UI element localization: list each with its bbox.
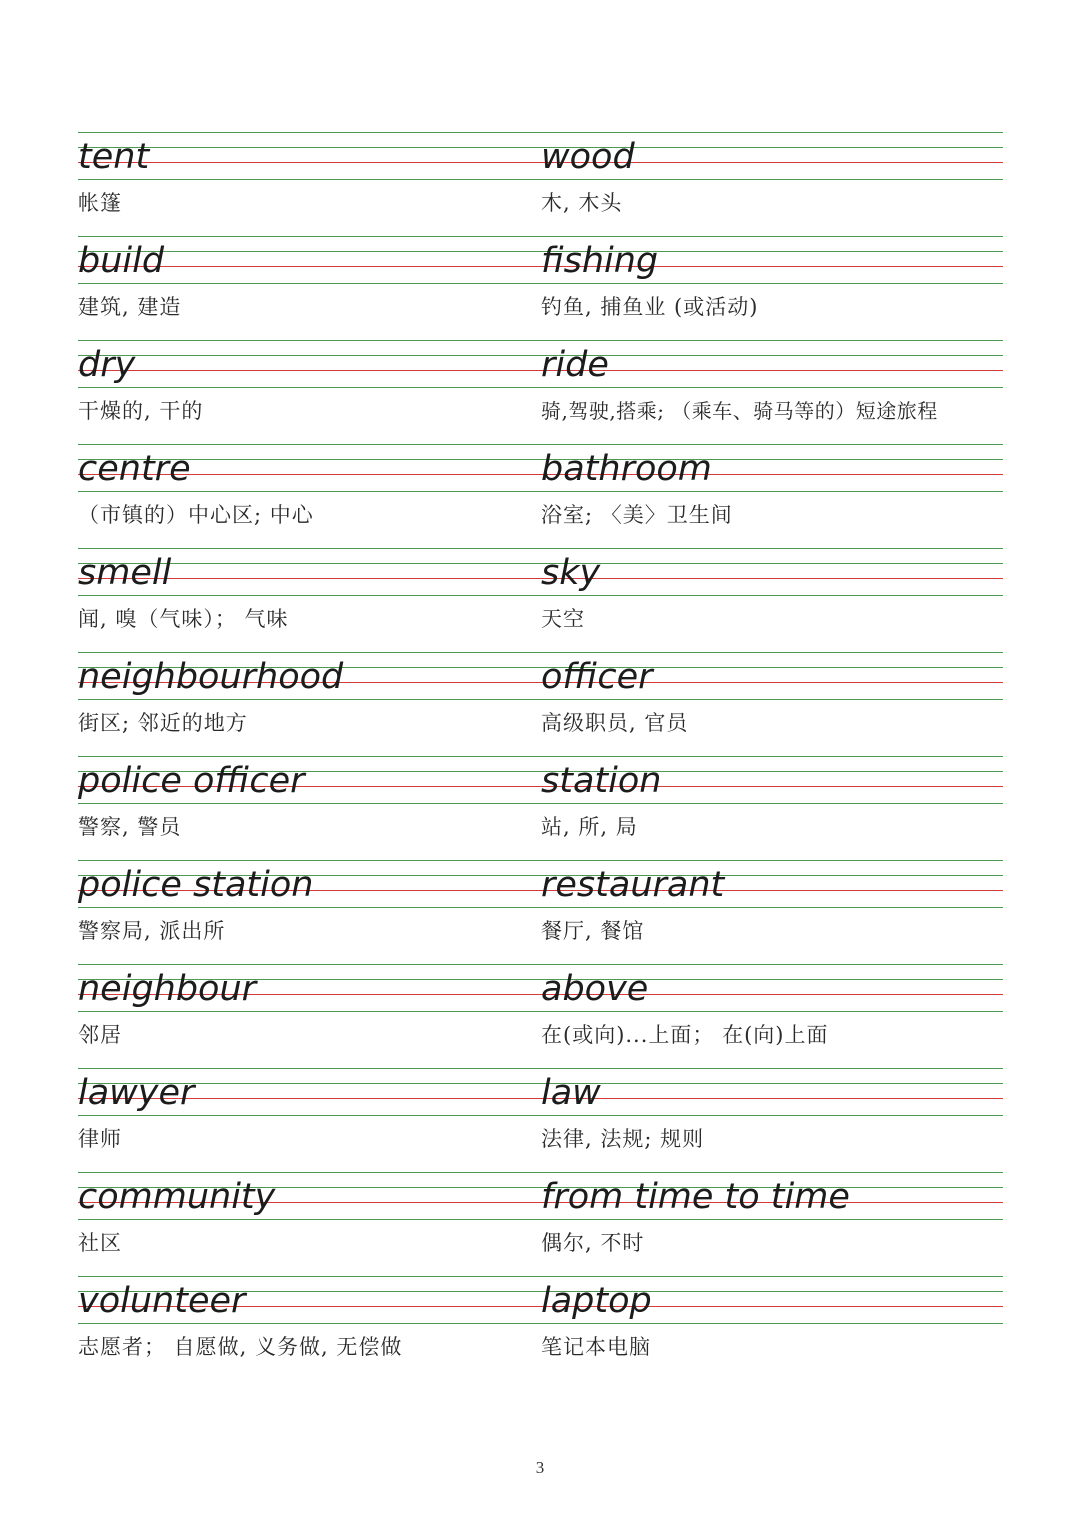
chinese-meaning: 偶尔, 不时 (541, 1231, 645, 1255)
vocab-entry (541, 1064, 1003, 1168)
english-word: ride (541, 345, 609, 385)
english-word: fishing (541, 241, 659, 281)
english-word: build (78, 241, 165, 281)
vocab-entry (78, 128, 541, 232)
vocab-entry (541, 856, 1003, 960)
bottom-margin (0, 1376, 1080, 1528)
page-number: 3 (535, 1458, 545, 1477)
chinese-meaning: 高级职员, 官员 (541, 711, 689, 735)
english-word: bathroom (541, 449, 712, 489)
chinese-meaning: 警察, 警员 (78, 815, 182, 839)
english-word: police station (78, 865, 314, 905)
vocab-entry (541, 960, 1003, 1064)
chinese-meaning: 笔记本电脑 (541, 1335, 651, 1359)
vocab-entry (78, 648, 541, 752)
top-margin (0, 0, 1080, 128)
chinese-meaning: 浴室; 〈美〉卫生间 (541, 503, 733, 527)
english-word: sky (541, 553, 601, 593)
english-word: police officer (78, 761, 305, 801)
vocab-entry (78, 544, 541, 648)
vocab-entry (541, 128, 1003, 232)
vocab-entry (78, 752, 541, 856)
english-word: neighbour (78, 969, 257, 1009)
vocab-entry (78, 232, 541, 336)
english-word: restaurant (541, 865, 725, 905)
vocab-entry (541, 648, 1003, 752)
vocab-entry (541, 752, 1003, 856)
english-word: centre (78, 449, 191, 489)
chinese-meaning: 法律, 法规; 规则 (541, 1127, 705, 1151)
english-word: station (541, 761, 662, 801)
vocab-entry (541, 1168, 1003, 1272)
english-word: above (541, 969, 649, 1009)
chinese-meaning: 律师 (78, 1127, 122, 1151)
english-word: community (78, 1177, 276, 1217)
english-word: smell (78, 553, 172, 593)
chinese-meaning: 社区 (78, 1231, 122, 1255)
chinese-meaning: 志愿者； 自愿做, 义务做, 无偿做 (78, 1335, 403, 1359)
vocab-entry (78, 440, 541, 544)
chinese-meaning: 在(或向)...上面； 在(向)上面 (541, 1023, 829, 1047)
chinese-meaning: 建筑, 建造 (78, 295, 182, 319)
chinese-meaning: 干燥的, 干的 (78, 399, 204, 423)
vocab-entry (78, 960, 541, 1064)
vocab-entry (541, 440, 1003, 544)
vocab-entry (78, 1272, 541, 1376)
english-word: from time to time (541, 1177, 850, 1217)
english-word: wood (541, 137, 635, 177)
vocab-entry (78, 336, 541, 440)
vocab-entry (541, 1272, 1003, 1376)
english-word: dry (78, 345, 136, 385)
chinese-meaning: 站, 所, 局 (541, 815, 638, 839)
vocab-entry (78, 1168, 541, 1272)
english-word: lawyer (78, 1073, 195, 1113)
chinese-meaning: 天空 (541, 607, 585, 631)
english-word: neighbourhood (78, 657, 344, 697)
english-word: tent (78, 137, 150, 177)
chinese-meaning: 餐厅, 餐馆 (541, 919, 645, 943)
english-word: volunteer (78, 1281, 246, 1321)
english-word: officer (541, 657, 653, 697)
chinese-meaning: 帐篷 (78, 191, 122, 215)
chinese-meaning: 骑,驾驶,搭乘; （乘车、骑马等的）短途旅程 (541, 399, 938, 423)
vocab-entry (78, 856, 541, 960)
chinese-meaning: 钓鱼, 捕鱼业 (或活动) (541, 295, 759, 319)
chinese-meaning: 警察局, 派出所 (78, 919, 226, 943)
chinese-meaning: 闻, 嗅（气味）； 气味 (78, 607, 289, 631)
vocab-entry (541, 544, 1003, 648)
chinese-meaning: （市镇的）中心区; 中心 (78, 503, 314, 527)
chinese-meaning: 邻居 (78, 1023, 122, 1047)
vocab-entry (541, 232, 1003, 336)
english-word: laptop (541, 1281, 652, 1321)
chinese-meaning: 街区; 邻近的地方 (78, 711, 248, 735)
vocab-entry (78, 1064, 541, 1168)
vocab-entry (541, 336, 1003, 440)
chinese-meaning: 木, 木头 (541, 191, 623, 215)
vocabulary-grid (78, 128, 1003, 1376)
english-word: law (541, 1073, 601, 1113)
